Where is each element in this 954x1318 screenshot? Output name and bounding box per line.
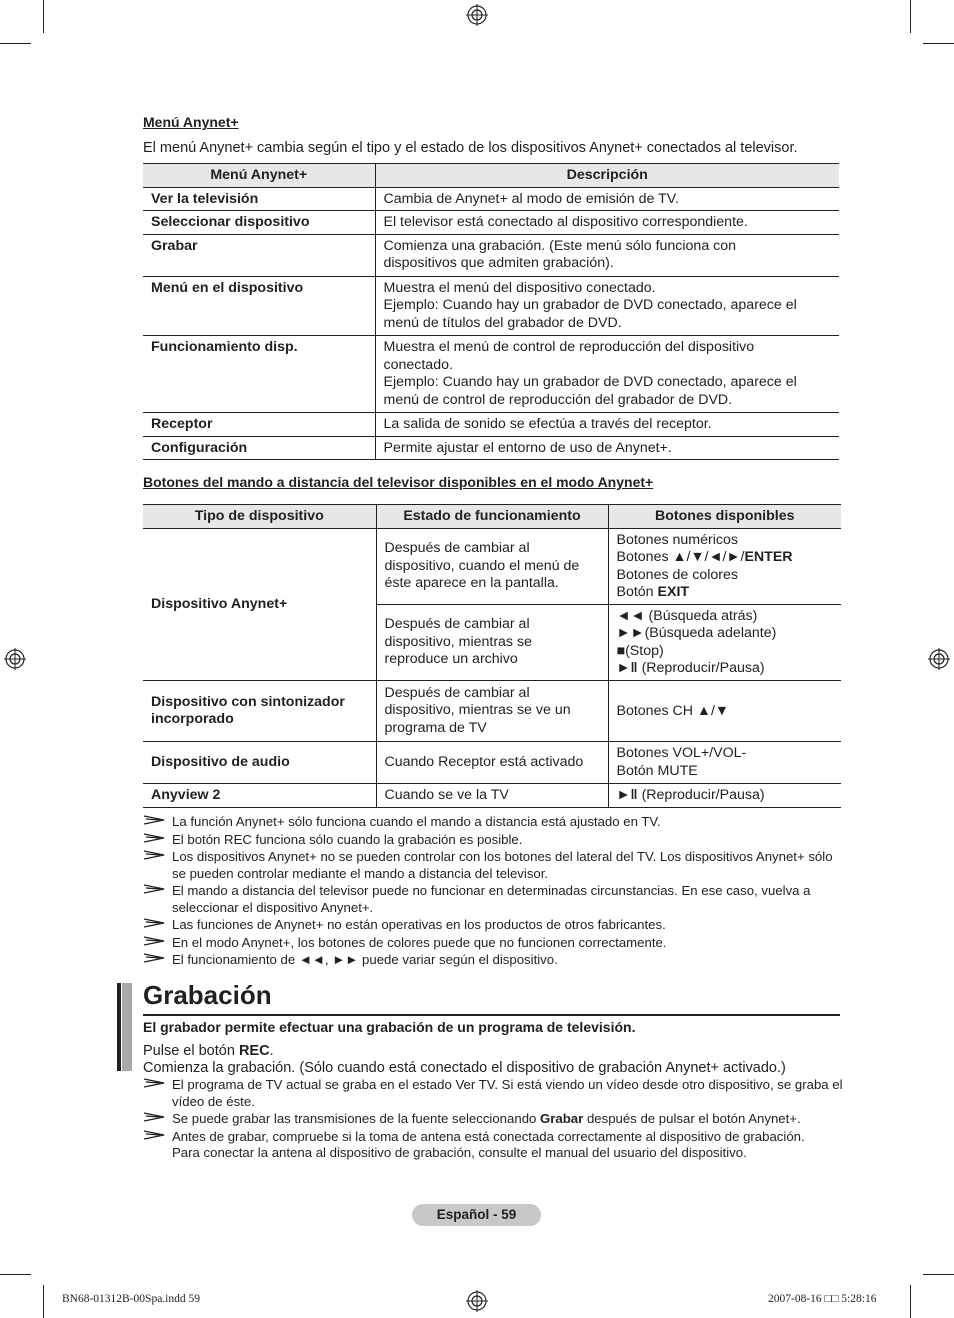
- note-item: En el modo Anynet+, los botones de colores puede que no funcionen correctamente.: [143, 935, 843, 952]
- note-item: Se puede grabar las transmisiones de la fuente seleccionando Grabar después de pulsar el botón Anynet+.: [143, 1111, 843, 1128]
- crop-mark: [43, 1285, 44, 1318]
- available-buttons: Botones CH ▲/▼: [608, 680, 841, 742]
- notes-list: [143, 814, 843, 970]
- device-type: Dispositivo Anynet+: [143, 528, 376, 680]
- device-type: Anyview 2: [143, 784, 376, 808]
- note-item: Antes de grabar, compruebe si la toma de antena está conectada correctamente al dispositivo de grabación. Para conectar la antena al dispositivo de grabación, consulte el manual del usuario del dispositivo.: [143, 1129, 843, 1162]
- crop-mark: [923, 43, 954, 44]
- table-row: [143, 336, 839, 413]
- menu-item-name: Funcionamiento disp.: [143, 336, 375, 413]
- menu-item-name: Ver la televisión: [143, 187, 375, 211]
- crop-mark: [923, 1274, 954, 1275]
- section-divider: [143, 1014, 840, 1016]
- crop-mark: [43, 0, 44, 33]
- anynet-menu-table: [143, 163, 839, 460]
- note-arrow-icon: [143, 1128, 165, 1142]
- note-arrow-icon: [143, 882, 165, 896]
- play-pause-icon: ►‖: [616, 660, 638, 676]
- buttons-section-heading: Botones del mando a distancia del televisor disponibles en el modo Anynet+: [143, 474, 654, 490]
- file-slug: BN68-01312B-00Spa.indd 59: [62, 1293, 200, 1305]
- table-row: [143, 528, 841, 604]
- crop-mark: [910, 1285, 911, 1318]
- recording-notes: [143, 1077, 843, 1163]
- note-item: La función Anynet+ sólo funciona cuando el mando a distancia está ajustado en TV.: [143, 814, 843, 831]
- menu-item-desc: Muestra el menú de control de reproducción del dispositivo conectado. Ejemplo: Cuando hay un grabador de DVD conectado, aparece el menú de control de reproducción del grabador de DVD.: [375, 336, 839, 413]
- table-row: [143, 211, 839, 235]
- note-arrow-icon: [143, 1110, 165, 1124]
- device-type: Dispositivo de audio: [143, 742, 376, 784]
- operation-state: Después de cambiar al dispositivo, mientras se reproduce un archivo: [376, 604, 608, 680]
- table-row: [143, 742, 841, 784]
- operation-state: Después de cambiar al dispositivo, mientras se ve un programa de TV: [376, 680, 608, 742]
- recording-start-text: Comienza la grabación. (Sólo cuando está conectado el dispositivo de grabación Anynet+ activado.): [143, 1060, 786, 1076]
- menu-item-name: Receptor: [143, 413, 375, 437]
- menu-item-desc: Permite ajustar el entorno de uso de Anynet+.: [375, 436, 839, 460]
- note-arrow-icon: [143, 951, 165, 965]
- section-marker-bar: [117, 983, 132, 1071]
- note-item: El mando a distancia del televisor puede no funcionar en determinadas circunstancias. En ese caso, vuelva a seleccionar el dispositivo Anynet+.: [143, 883, 843, 916]
- note-item: Los dispositivos Anynet+ no se pueden controlar con los botones del lateral del TV. Los dispositivos Anynet+ sólo se pueden controlar mediante el mando a distancia del televisor.: [143, 849, 843, 882]
- registration-mark-icon: [928, 648, 950, 670]
- recording-lead: El grabador permite efectuar una grabación de un programa de televisión.: [143, 1019, 636, 1035]
- available-buttons: ►‖ (Reproducir/Pausa): [608, 784, 841, 808]
- menu-item-name: Grabar: [143, 234, 375, 276]
- operation-state: Después de cambiar al dispositivo, cuando el menú de éste aparece en la pantalla.: [376, 528, 608, 604]
- operation-state: Cuando Receptor está activado: [376, 742, 608, 784]
- column-header: Menú Anynet+: [143, 164, 375, 188]
- note-arrow-icon: [143, 831, 165, 845]
- available-buttons: Botones numéricos Botones ▲/▼/◄/►/ENTER Botones de colores Botón EXIT: [608, 528, 841, 604]
- registration-mark-icon: [466, 1290, 488, 1312]
- menu-item-desc: El televisor está conectado al dispositivo correspondiente.: [375, 211, 839, 235]
- note-item: Las funciones de Anynet+ no están operativas en los productos de otros fabricantes.: [143, 917, 843, 934]
- remote-buttons-table: [143, 504, 841, 808]
- table-row: [143, 680, 841, 742]
- note-arrow-icon: [143, 1076, 165, 1090]
- column-header: Estado de funcionamiento: [376, 505, 608, 529]
- table-row: [143, 187, 839, 211]
- section-title: Grabación: [143, 980, 272, 1010]
- page-number-badge: Español - 59: [412, 1204, 541, 1226]
- note-item: El funcionamiento de ◄◄, ►► puede variar según el dispositivo.: [143, 952, 843, 969]
- column-header: Tipo de dispositivo: [143, 505, 376, 529]
- crop-mark: [0, 1274, 31, 1275]
- table-header-row: [143, 505, 841, 529]
- registration-mark-icon: [466, 4, 488, 26]
- note-arrow-icon: [143, 916, 165, 930]
- table-row: [143, 276, 839, 336]
- play-pause-icon: ►‖: [616, 787, 638, 803]
- crop-mark: [910, 0, 911, 33]
- note-item: El programa de TV actual se graba en el estado Ver TV. Si está viendo un vídeo desde otro dispositivo, se graba el vídeo de éste.: [143, 1077, 843, 1110]
- table-row: [143, 436, 839, 460]
- recording-instruction: Pulse el botón REC.: [143, 1043, 274, 1059]
- menu-section-heading: Menú Anynet+: [143, 114, 239, 130]
- menu-item-desc: Muestra el menú del dispositivo conectado. Ejemplo: Cuando hay un grabador de DVD conectado, aparece el menú de títulos del grabador de DVD.: [375, 276, 839, 336]
- available-buttons: Botones VOL+/VOL- Botón MUTE: [608, 742, 841, 784]
- menu-item-name: Configuración: [143, 436, 375, 460]
- menu-item-desc: Cambia de Anynet+ al modo de emisión de TV.: [375, 187, 839, 211]
- note-arrow-icon: [143, 813, 165, 827]
- note-arrow-icon: [143, 848, 165, 862]
- column-header: Descripción: [375, 164, 839, 188]
- device-type: Dispositivo con sintonizador incorporado: [143, 680, 376, 742]
- registration-mark-icon: [4, 648, 26, 670]
- menu-item-name: Seleccionar dispositivo: [143, 211, 375, 235]
- table-header-row: [143, 164, 839, 188]
- menu-item-desc: Comienza una grabación. (Este menú sólo funciona con dispositivos que admiten grabación).: [375, 234, 839, 276]
- table-row: [143, 234, 839, 276]
- menu-section-intro: El menú Anynet+ cambia según el tipo y el estado de los dispositivos Anynet+ conectados al televisor.: [143, 140, 798, 156]
- available-buttons: ◄◄ (Búsqueda atrás) ►►(Búsqueda adelante) ■(Stop) ►‖ (Reproducir/Pausa): [608, 604, 841, 680]
- crop-mark: [0, 43, 31, 44]
- table-row: [143, 784, 841, 808]
- menu-item-name: Menú en el dispositivo: [143, 276, 375, 336]
- operation-state: Cuando se ve la TV: [376, 784, 608, 808]
- date-slug: 2007-08-16 □□ 5:28:16: [768, 1293, 877, 1305]
- note-arrow-icon: [143, 934, 165, 948]
- menu-item-desc: La salida de sonido se efectúa a través del receptor.: [375, 413, 839, 437]
- column-header: Botones disponibles: [608, 505, 841, 529]
- note-item: El botón REC funciona sólo cuando la grabación es posible.: [143, 832, 843, 849]
- table-row: [143, 413, 839, 437]
